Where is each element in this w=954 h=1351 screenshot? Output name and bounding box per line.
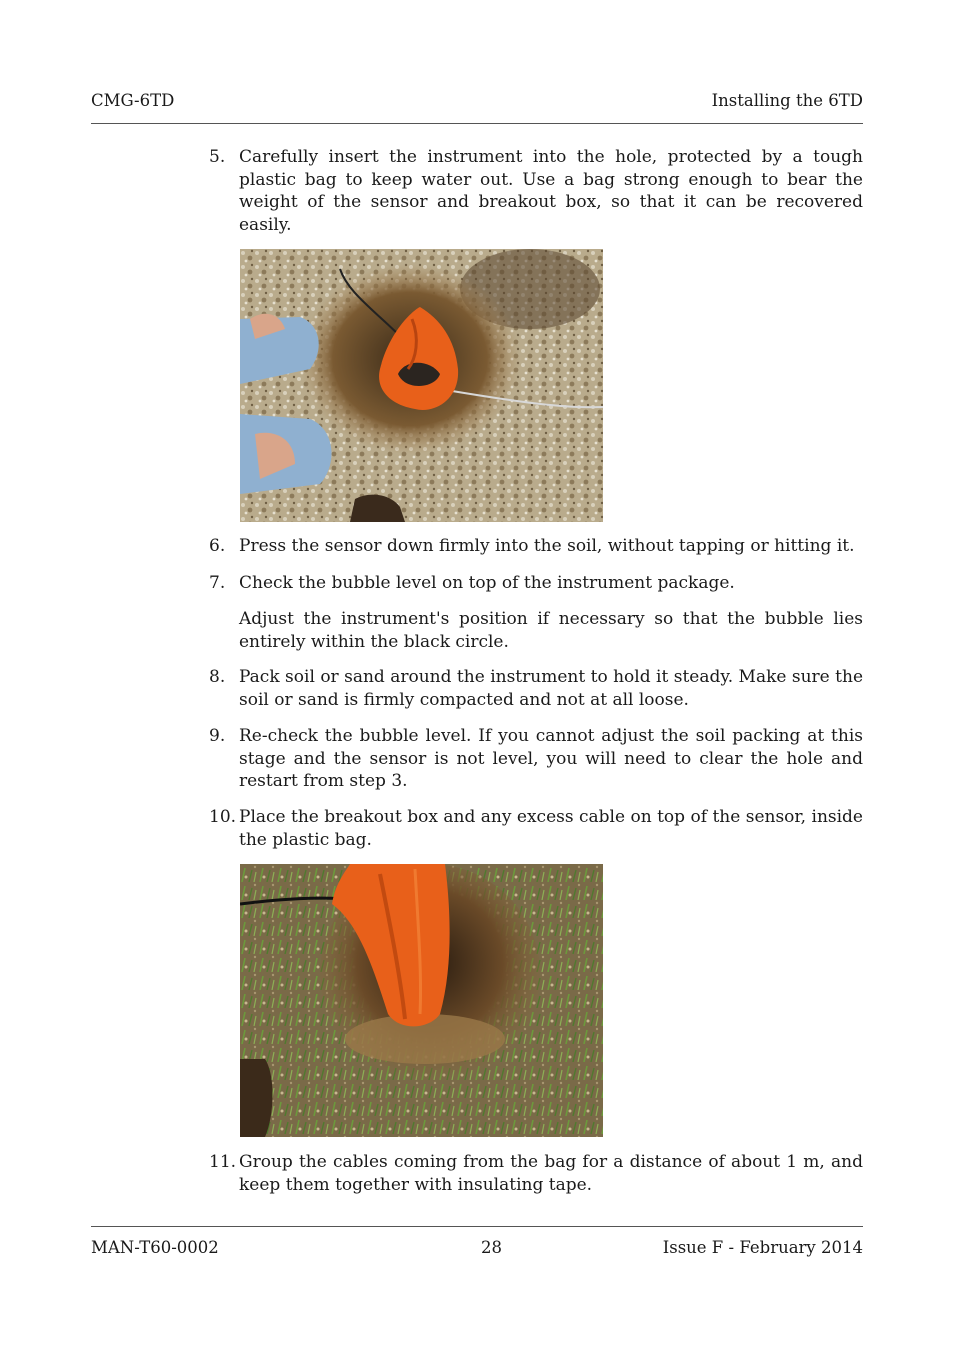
footer-page-number: 28 bbox=[481, 1238, 502, 1257]
step-text: Re-check the bubble level. If you cannot adjust the soil packing at this stage and the sensor is not level, you will need to clear the hole and restart from step 3. bbox=[239, 726, 863, 791]
step-number: 11. bbox=[209, 1152, 237, 1172]
step-text: Group the cables coming from the bag for a distance of about 1 m, and keep them together with insulating tape. bbox=[239, 1152, 863, 1195]
step-text: Carefully insert the instrument into the hole, protected by a tough plastic bag to keep water out. Use a bag strong enough to bear the weight of the sensor and breakout box, so that it can be recovered easily. bbox=[239, 147, 863, 235]
photo-bag-in-hole bbox=[240, 864, 603, 1137]
step-number: 9. bbox=[209, 726, 226, 746]
header-section-title: Installing the 6TD bbox=[711, 91, 863, 110]
footer-document-number: MAN-T60-0002 bbox=[91, 1238, 219, 1257]
photo-sensor-in-bag-image bbox=[240, 249, 603, 522]
step-5 bbox=[209, 146, 863, 236]
photo-sensor-in-bag bbox=[240, 249, 603, 522]
step-number: 10. bbox=[209, 807, 237, 827]
footer-issue-date: Issue F - February 2014 bbox=[662, 1238, 863, 1257]
step-8 bbox=[209, 666, 863, 711]
step-number: 7. bbox=[209, 573, 226, 593]
step-6 bbox=[209, 535, 863, 558]
step-number: 8. bbox=[209, 667, 226, 687]
step-text: Press the sensor down firmly into the soil, without tapping or hitting it. bbox=[239, 536, 855, 556]
step-text: Check the bubble level on top of the instrument package. bbox=[239, 573, 735, 593]
photo-bag-in-hole-image bbox=[240, 864, 603, 1137]
step-number: 5. bbox=[209, 147, 226, 167]
step-text: Pack soil or sand around the instrument to hold it steady. Make sure the soil or sand is firmly compacted and not at all loose. bbox=[239, 667, 863, 710]
step-7-note: Adjust the instrument's position if necessary so that the bubble lies entirely within the black circle. bbox=[239, 609, 863, 652]
step-10 bbox=[209, 806, 863, 851]
page-footer bbox=[91, 1226, 863, 1267]
step-11 bbox=[209, 1151, 863, 1196]
step-text: Place the breakout box and any excess cable on top of the sensor, inside the plastic bag. bbox=[239, 807, 863, 850]
step-7 bbox=[209, 572, 863, 595]
page-header bbox=[91, 91, 863, 124]
header-document-title: CMG-6TD bbox=[91, 91, 175, 110]
step-9 bbox=[209, 725, 863, 793]
step-number: 6. bbox=[209, 536, 226, 556]
